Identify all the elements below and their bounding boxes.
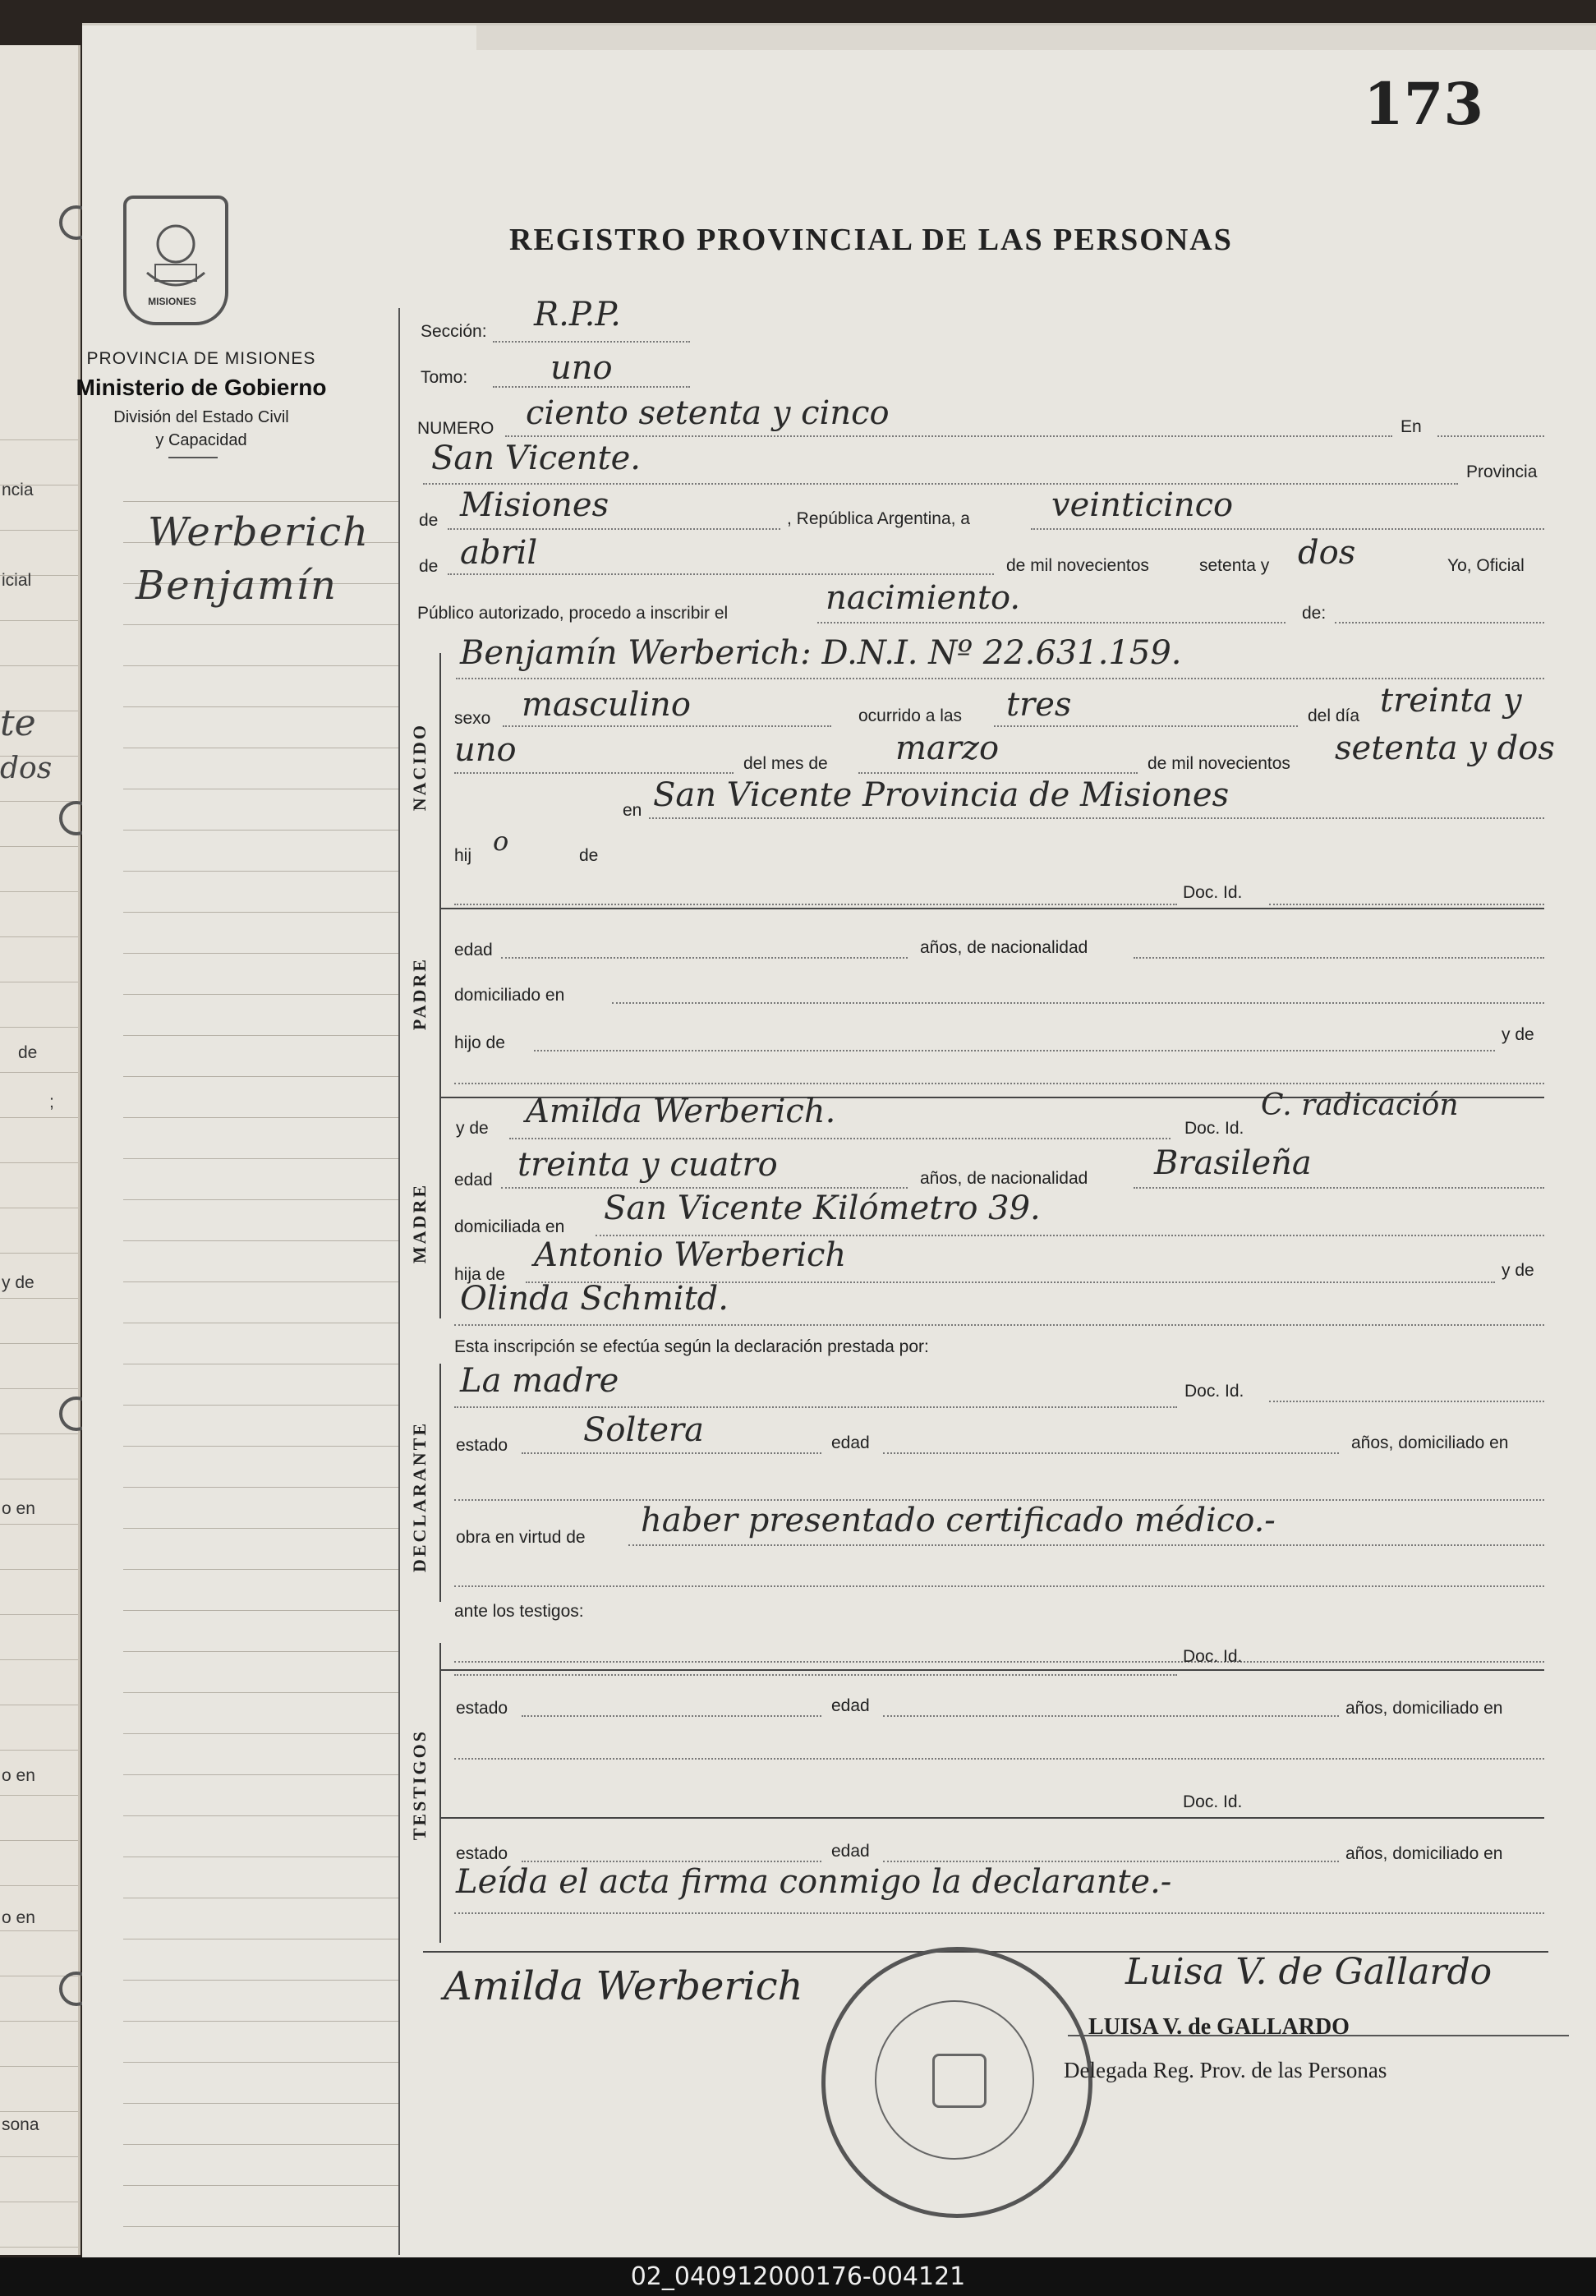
month-value: abril (460, 534, 538, 572)
left-page-fragment: de (18, 1043, 38, 1062)
section-label-madre: MADRE (409, 1183, 430, 1264)
en-label: En (1401, 417, 1422, 436)
edad-label: edad (454, 1171, 493, 1189)
closing-text: Leída el acta firma conmigo la declarante.- (456, 1863, 1172, 1901)
edad-label: edad (454, 941, 493, 959)
day-value: veinticinco (1051, 486, 1234, 524)
numero-label: NUMERO (417, 419, 494, 438)
margin-given-name: Benjamín (136, 563, 338, 609)
domicilio-label: años, domiciliado en (1345, 1699, 1503, 1718)
folio-number: 173 (1364, 70, 1484, 138)
hija-de-label: hija de (454, 1265, 505, 1284)
domicilio-label: domiciliada en (454, 1217, 565, 1236)
domicilio-label: años, domiciliado en (1351, 1433, 1509, 1452)
seccion-label: Sección: (421, 322, 487, 341)
publico-label: Público autorizado, procedo a inscribir el (417, 604, 729, 623)
ocurrido-label: ocurrido a las (858, 706, 963, 725)
declarante-nombre-value: La madre (460, 1362, 619, 1400)
image-code-bar: 02_040912000176-004121 (0, 2257, 1596, 2296)
declarante-intro: Esta inscripción se efectúa según la declaración prestada por: (454, 1337, 929, 1356)
provincia-label: Provincia (1466, 462, 1538, 481)
left-page-fragment: o en (2, 1766, 35, 1785)
official-title: Delegada Reg. Prov. de las Personas (1064, 2058, 1387, 2082)
province-name: PROVINCIA DE MISIONES (86, 349, 316, 368)
mes-value: marzo (895, 729, 1000, 767)
estado-label: estado (456, 1844, 508, 1863)
edad-label: edad (831, 1433, 870, 1452)
official-name: LUISA V. de GALLARDO (1088, 2014, 1350, 2040)
republica-label: , República Argentina, a (787, 509, 970, 528)
madre-madre-value: Olinda Schmitd. (460, 1280, 729, 1318)
nacionalidad-label: años, de nacionalidad (920, 1169, 1088, 1188)
madre-padre-value: Antonio Werberich (534, 1236, 847, 1274)
obra-label: obra en virtud de (456, 1528, 586, 1547)
year-value-2: dos (1298, 534, 1356, 572)
dia-label: del día (1308, 706, 1360, 725)
de-label: de (419, 557, 439, 576)
edad-label: edad (831, 1696, 870, 1715)
seal-label: MISIONES (148, 296, 196, 307)
madre-nacionalidad-value: Brasileña (1154, 1144, 1312, 1182)
hijo-de-label: hijo de (454, 1033, 505, 1052)
de-label: de (579, 846, 599, 865)
year-value-1: setenta y (1199, 556, 1270, 575)
signature-official: Luisa V. de Gallardo (1125, 1951, 1493, 1993)
y-de-label: y de (456, 1119, 489, 1138)
declarante-obra-value: haber presentado certificado médico.- (641, 1502, 1276, 1539)
left-page-fragment: icial (2, 571, 32, 590)
person-value: Benjamín Werberich: D.N.I. Nº 22.631.159. (460, 634, 1182, 672)
tomo-label: Tomo: (421, 368, 468, 387)
signature-declarante: Amilda Werberich (444, 1963, 803, 2009)
section-label-testigos: TESTIGOS (409, 1729, 430, 1841)
anio-label: de mil novecientos (1148, 754, 1290, 773)
nacionalidad-label: años, de nacionalidad (920, 938, 1088, 957)
left-page-fragment: ncia (2, 481, 34, 499)
doc-label: Doc. Id. (1183, 1647, 1243, 1666)
madre-edad-value: treinta y cuatro (517, 1146, 778, 1184)
doc-label: Doc. Id. (1183, 1792, 1243, 1811)
madre-doc-value: C. radicación (1261, 1088, 1459, 1122)
left-page-fragment: ; (49, 1093, 54, 1111)
hijo-value: o (493, 826, 509, 857)
numero-value: ciento setenta y cinco (526, 394, 890, 432)
madre-nombre-value: Amilda Werberich. (526, 1093, 836, 1130)
madre-domicilio-value: San Vicente Kilómetro 39. (604, 1189, 1041, 1227)
division-line: División del Estado Civil (113, 408, 289, 426)
oficial-label: Yo, Oficial (1447, 556, 1525, 575)
left-page-fragment: dos (0, 752, 53, 785)
year-label: de mil novecientos (1006, 556, 1149, 575)
place-value: San Vicente. (431, 439, 641, 477)
en-label: en (623, 801, 642, 820)
estado-label: estado (456, 1436, 508, 1455)
hijo-label: hij (454, 846, 472, 865)
declarante-estado-value: Soltera (583, 1411, 704, 1449)
estado-label: estado (456, 1699, 508, 1718)
doc-label: Doc. Id. (1183, 883, 1243, 902)
hora-value: tres (1006, 686, 1072, 724)
section-label-padre: PADRE (409, 957, 430, 1031)
seccion-value: R.P.P. (534, 296, 621, 334)
margin-surname: Werberich (148, 509, 370, 555)
provincia-value: Misiones (460, 486, 609, 524)
tomo-value: uno (550, 349, 613, 387)
de-label: de: (1302, 604, 1327, 623)
anio-value: setenta y dos (1335, 729, 1555, 767)
section-label-declarante: DECLARANTE (409, 1421, 430, 1573)
left-page-fragment: o en (2, 1499, 35, 1518)
division-line: y Capacidad (155, 431, 247, 449)
left-page-fragment: te (0, 702, 36, 744)
page-title: REGISTRO PROVINCIAL DE LAS PERSONAS (509, 223, 1233, 257)
doc-label: Doc. Id. (1184, 1382, 1244, 1401)
acto-value: nacimiento. (826, 579, 1021, 617)
dia-value-cont: uno (454, 731, 517, 769)
edad-label: edad (831, 1842, 870, 1861)
mes-label: del mes de (743, 754, 828, 773)
de-label: de (419, 511, 439, 530)
sexo-label: sexo (454, 709, 491, 728)
domicilio-label: domiciliado en (454, 986, 565, 1005)
ministry-name: Ministerio de Gobierno (76, 375, 327, 400)
dia-value: treinta y (1380, 682, 1522, 720)
doc-label: Doc. Id. (1184, 1119, 1244, 1138)
domicilio-label: años, domiciliado en (1345, 1844, 1503, 1863)
y-de-label: y de (1502, 1261, 1534, 1280)
left-page-fragment: o en (2, 1908, 35, 1927)
y-de-label: y de (1502, 1025, 1534, 1044)
sexo-value: masculino (522, 686, 691, 724)
lugar-value: San Vicente Provincia de Misiones (653, 776, 1230, 814)
stamp-emblem-icon (932, 2054, 987, 2108)
section-label-nacido: NACIDO (409, 723, 430, 812)
left-page-fragment: sona (2, 2115, 39, 2134)
left-page-fragment: y de (2, 1273, 34, 1292)
testigos-label: ante los testigos: (454, 1602, 584, 1621)
